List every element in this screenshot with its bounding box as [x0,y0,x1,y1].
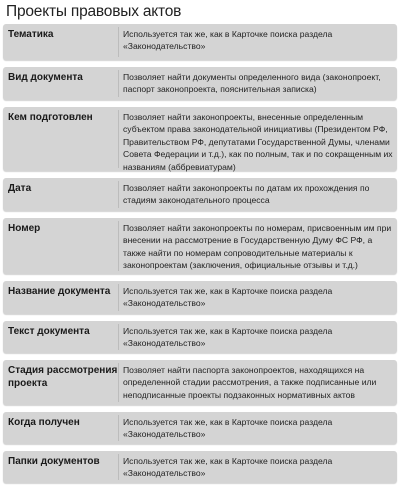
row-label: Папки документов [8,456,100,467]
table-row-kogda-poluchen [3,412,397,444]
row-description: Позволяет найти законопроекты по датам их прохождения по стадиям законодательного процесса [123,183,370,206]
table-row-kem-podgotovlen [3,107,397,171]
row-description: Позволяет найти паспорта законопроектов, находящихся на определенной стадии рассмотрения, а также подписанные или неподписанные проекты подзаконных нормативных актов [123,365,377,400]
row-label: Кем подготовлен [8,112,93,123]
row-divider [118,181,119,208]
table-row-data [3,178,397,211]
row-label: Дата [8,183,32,194]
row-description: Используется так же, как в Карточке поиска раздела «Законодательство» [123,456,333,479]
row-divider [118,221,119,271]
row-divider [118,27,119,57]
row-label: Стадия рассмотрения проекта [8,365,118,389]
row-description: Позволяет найти законопроекты, внесенные определенным субъектом права законодательной инициативы (Президентом РФ, Правительством РФ, депутатами Государственной Думы, членами Совета Федерации и т.д.), как по полным, так и по сокращенным их названиям (аббревиатурам) [123,112,393,172]
row-divider [118,454,119,480]
row-divider [118,70,119,97]
row-description: Используется так же, как в Карточке поиска раздела «Законодательство» [123,29,333,52]
row-label: Номер [8,223,41,234]
row-divider [118,284,119,311]
row-divider [118,415,119,441]
row-label: Тематика [8,29,54,40]
table-row-stadiya-rassmotreniya [3,360,397,405]
page-title: Проекты правовых актов [6,3,182,20]
row-description: Позволяет найти документы определенного вида (законопроект, паспорт законопроекта, пояснительная записка) [123,72,381,95]
row-label: Текст документа [8,326,90,337]
table-row-nomer [3,218,397,274]
row-label: Название документа [8,286,111,297]
table-row-tekst-dokumenta [3,321,397,353]
table-row-tematika [3,24,397,60]
row-label: Вид документа [8,72,83,83]
row-description: Используется так же, как в Карточке поиска раздела «Законодательство» [123,286,333,309]
table-row-vid-dokumenta [3,67,397,100]
table-row-papki-dokumentov [3,451,397,483]
row-divider [118,110,119,168]
row-description: Позволяет найти законопроекты по номерам, присвоенным им при внесении на рассмотрение в Государственную Думу ФС РФ, а также найти по номерам сопроводительные материалы к законопроектам (заключения, официальные отзывы и т.д.) [123,223,392,271]
row-divider [118,363,119,402]
row-description: Используется так же, как в Карточке поиска раздела «Законодательство» [123,417,333,440]
fields-table [3,24,397,490]
table-row-nazvanie-dokumenta [3,281,397,314]
row-label: Когда получен [8,417,80,428]
row-description: Используется так же, как в Карточке поиска раздела «Законодательство» [123,326,333,349]
row-divider [118,324,119,350]
